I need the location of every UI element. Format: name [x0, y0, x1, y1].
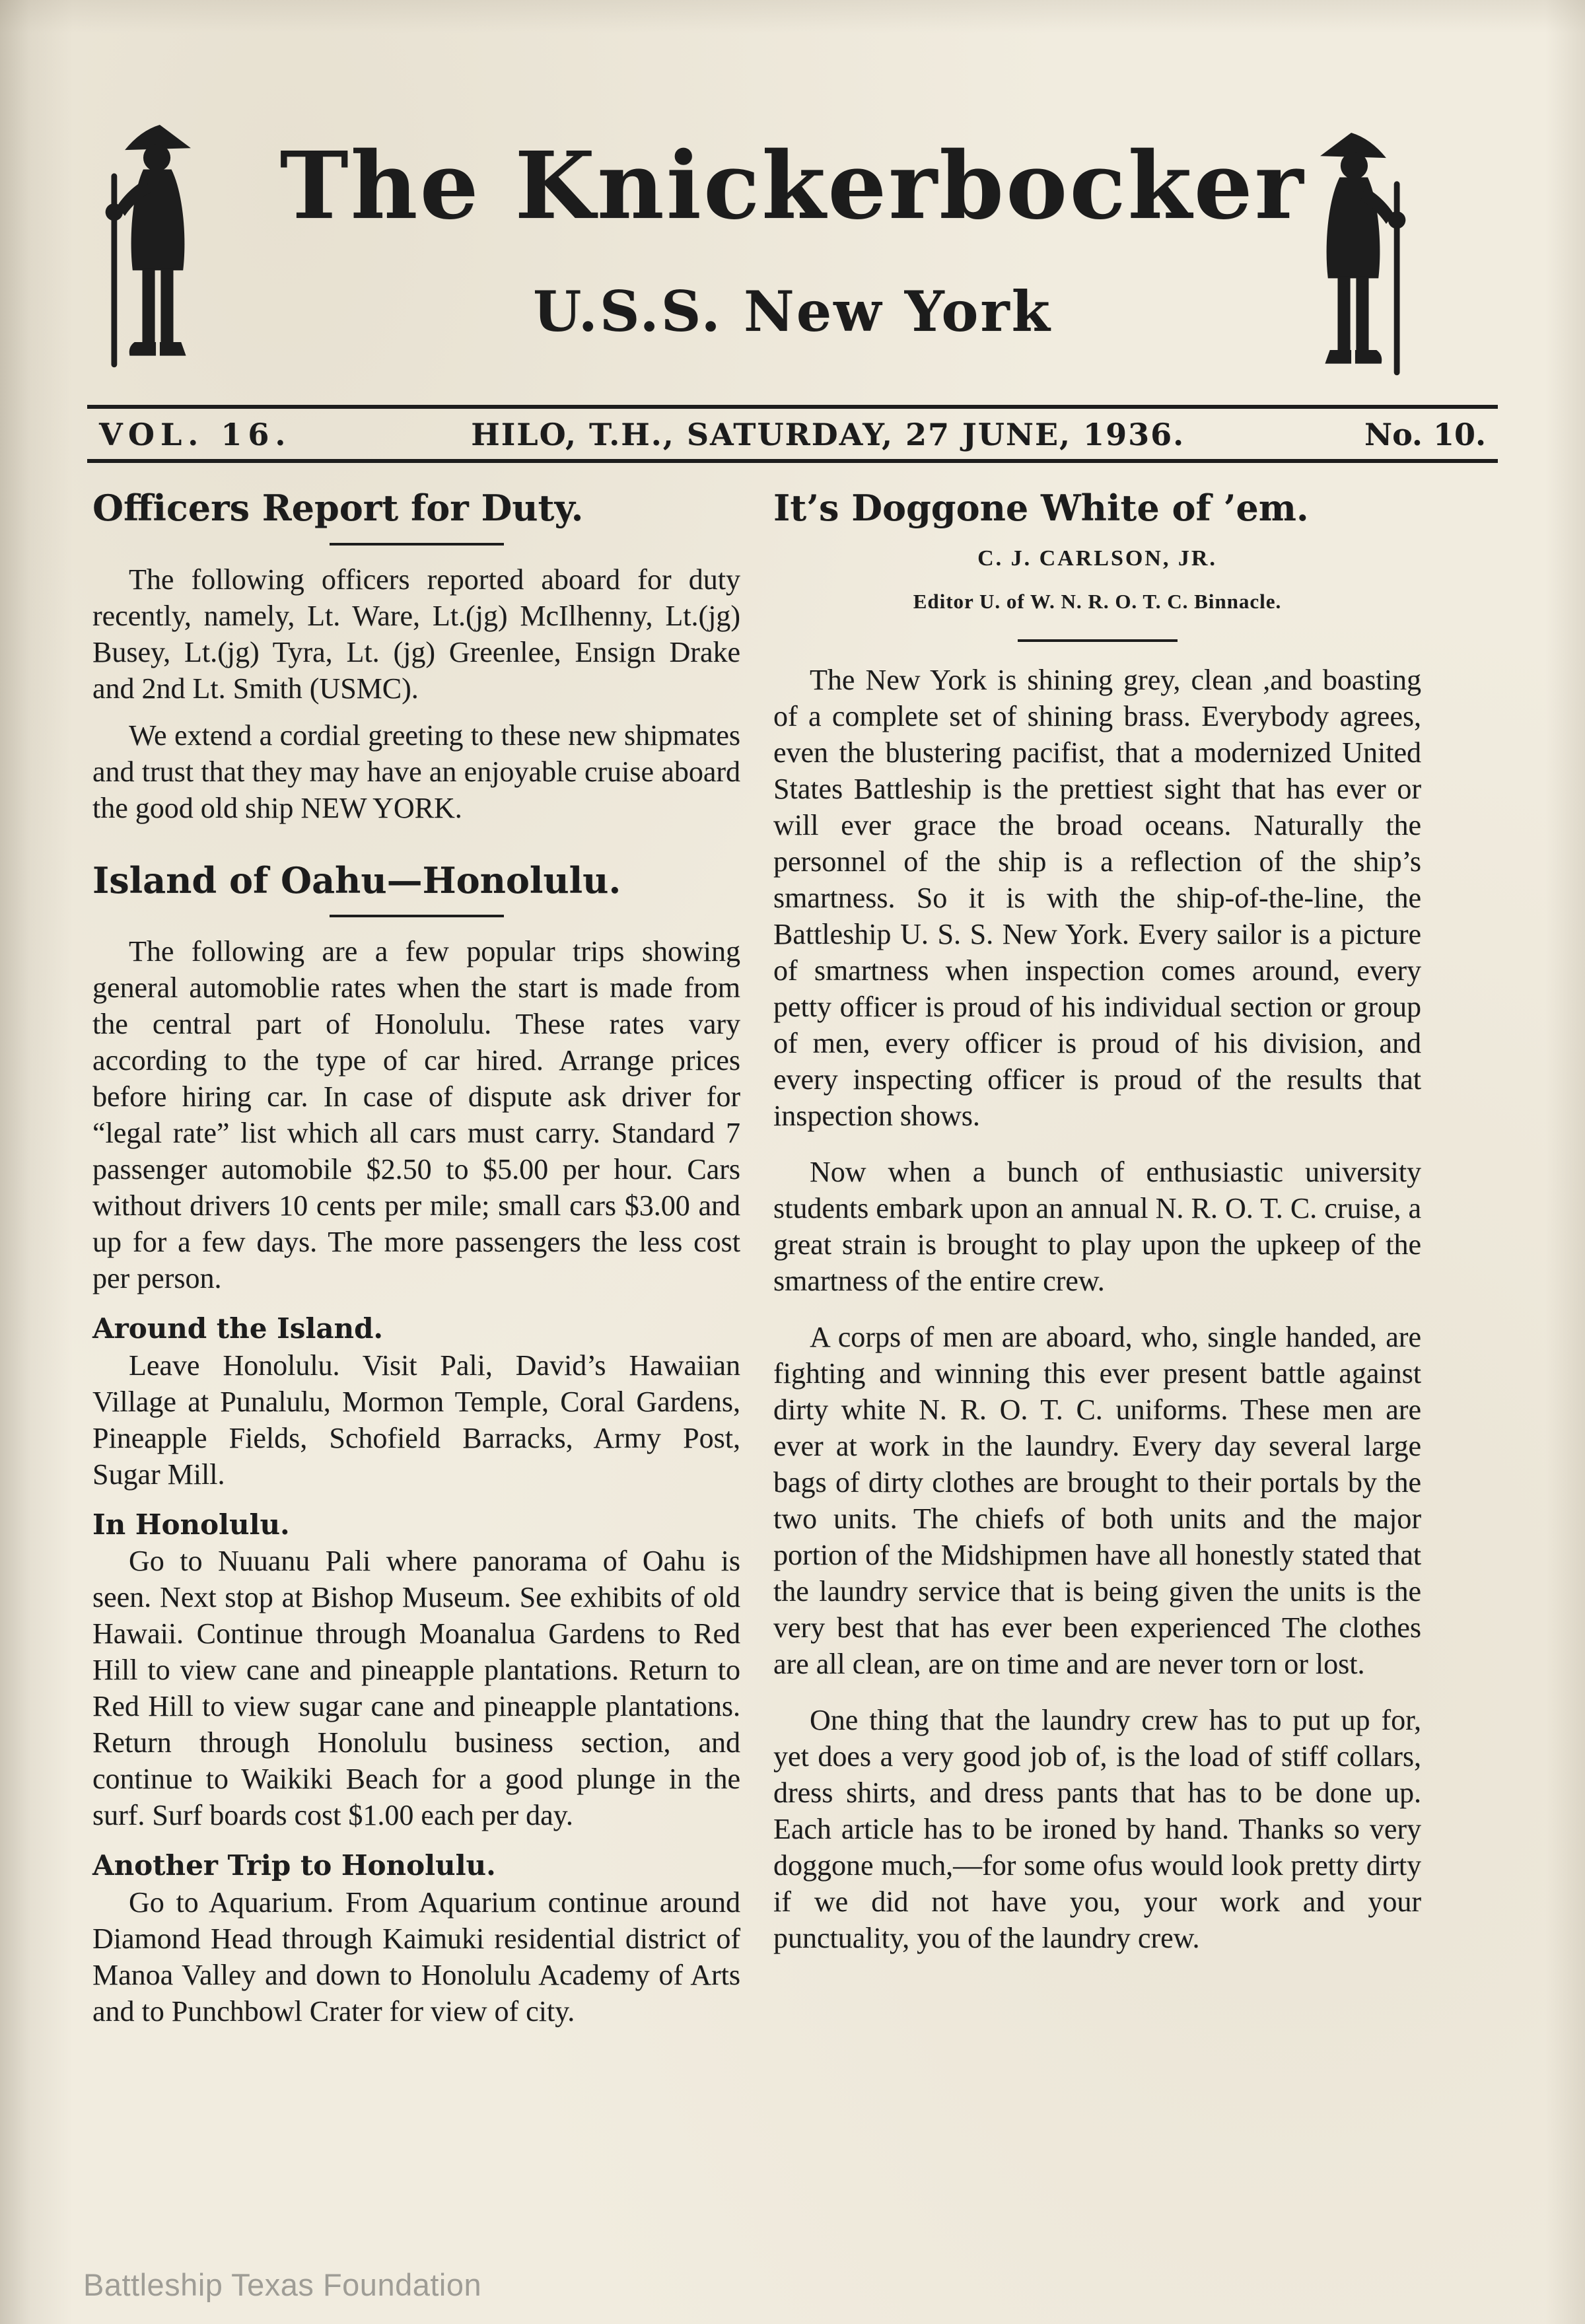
article-byline-role: Editor U. of W. N. R. O. T. C. Binnacle. — [913, 589, 1282, 613]
heading-rule — [1018, 639, 1178, 642]
article-paragraph: Go to Nuuanu Pali where panorama of Oahu is seen. Next stop at Bishop Museum. See exhibits of old Hawaii. Continue through Moanalua Gardens to Red Hill to view cane and pineapple plantations. Return to Red Hill to view sugar cane and pineapple plantations. Return through Honolulu business section, and continue to Waikiki Beach for a good plunge in the surf. Surf boards cost $1.00 each per day. — [92, 1545, 740, 1832]
article-paragraph: One thing that the laundry crew has to put up for, yet does a very good job of, is the load of stiff collars, dress shirts, and dress pants that has to be done up. Each article has to be ironed by hand. Thanks so very doggone much,—for some ofus would look pretty dirty if we did not have you, your work and your punctuality, you of the laundry crew. — [773, 1703, 1421, 1954]
article-paragraph: Go to Aquarium. From Aquarium continue around Diamond Head through Kaimuki residential district of Manoa Valley and down to Honolulu Academy of Arts and to Punchbowl Crater for view of city. — [92, 1885, 740, 2027]
article-paragraph: Leave Honolulu. Visit Pali, David’s Hawaiian Village at Punalulu, Mormon Temple, Coral Gardens, Pineapple Fields, Schofield Barracks, Army Post, Sugar Mill. — [92, 1349, 740, 1491]
article-byline: C. J. CARLSON, JR. — [977, 546, 1217, 571]
dateline-rule-bottom — [87, 459, 1498, 463]
left-column — [92, 488, 740, 2029]
subheading-another-trip: Another Trip to Honolulu. — [92, 1849, 496, 1882]
issue-number: No. 10. — [1364, 417, 1486, 453]
subheading-around-island: Around the Island. — [92, 1312, 384, 1345]
masthead — [0, 0, 1585, 344]
colonial-sailor-left-icon — [99, 123, 217, 375]
article-paragraph: Now when a bunch of enthusiastic university students embark upon an annual N. R. O. T. C. cruise, a great strain is brought to play upon the upkeep of the smartness of the entire crew. — [773, 1155, 1421, 1297]
subheading-in-honolulu: In Honolulu. — [92, 1508, 290, 1541]
article-paragraph: The following are a few popular trips showing general automoblie rates when the start is made from the central part of Honolulu. These rates vary according to the type of car hired. Arrange prices before hiring car. In case of dispute ask driver for “legal rate” list which all cars must carry. Standard 7 passenger automobile $2.50 to $5.00 per hour. Cars without drivers 10 cents per mile; small cars $3.00 and up for a few days. The more passengers the less cost per person. — [92, 935, 740, 1295]
article-title-doggone: It’s Doggone White of ’em. — [773, 487, 1309, 530]
dateline-center: HILO, T.H., SATURDAY, 27 JUNE, 1936. — [471, 417, 1185, 453]
article-paragraph: We extend a cordial greeting to these new shipmates and trust that they may have an enjoyable cruise aboard the good old ship NEW YORK. — [92, 719, 740, 824]
article-paragraph: A corps of men are aboard, who, single handed, are fighting and winning this ever present battle against dirty white N. R. O. T. C. uniforms. These men are ever at work in the laundry. Every day several large bags of dirty clothes are brought to their portals by the two units. The chiefs of both units and the major portion of the Midshipmen have all honestly stated that the laundry service that is being given the units is the very best that has ever been experienced The clothes are all clean, are on time and are never torn or lost. — [773, 1320, 1421, 1680]
watermark: Battleship Texas Foundation — [83, 2267, 482, 2302]
dateline — [92, 409, 1493, 459]
newspaper-title: The Knickerbocker — [279, 132, 1306, 240]
heading-rule — [330, 915, 504, 917]
article-paragraph: The New York is shining grey, clean ,and boasting of a complete set of shining brass. Everybody agrees, even the blustering pacifist, that a modernized United States Battleship is the prettiest sight that has ever or will ever grace the broad oceans. Naturally the personnel of the ship is a reflection of the ship’s smartness. So it is with the ship-of-the-line, the Battleship U. S. S. New York. Every sailor is a picture of smartness when inspection comes around, every petty officer is proud of his individual section or group of men, every officer is proud of his division, and every inspecting officer is proud of the results that inspection shows. — [773, 663, 1421, 1132]
right-column — [773, 488, 1421, 2029]
volume-label: VOL. 16. — [99, 417, 292, 453]
newspaper-subtitle: U.S.S. New York — [533, 279, 1052, 345]
article-title-oahu: Island of Oahu—Honolulu. — [92, 859, 621, 901]
page-body — [92, 488, 1421, 2029]
colonial-sailor-right-icon — [1294, 131, 1412, 383]
article-paragraph: The following officers reported aboard for duty recently, namely, Lt. Ware, Lt.(jg) McIlhenny, Lt.(jg) Busey, Lt.(jg) Tyra, Lt. (jg) Greenlee, Ensign Drake and 2nd Lt. Smith (USMC). — [92, 563, 740, 705]
article-title-officers: Officers Report for Duty. — [92, 487, 584, 530]
heading-rule — [330, 543, 504, 546]
